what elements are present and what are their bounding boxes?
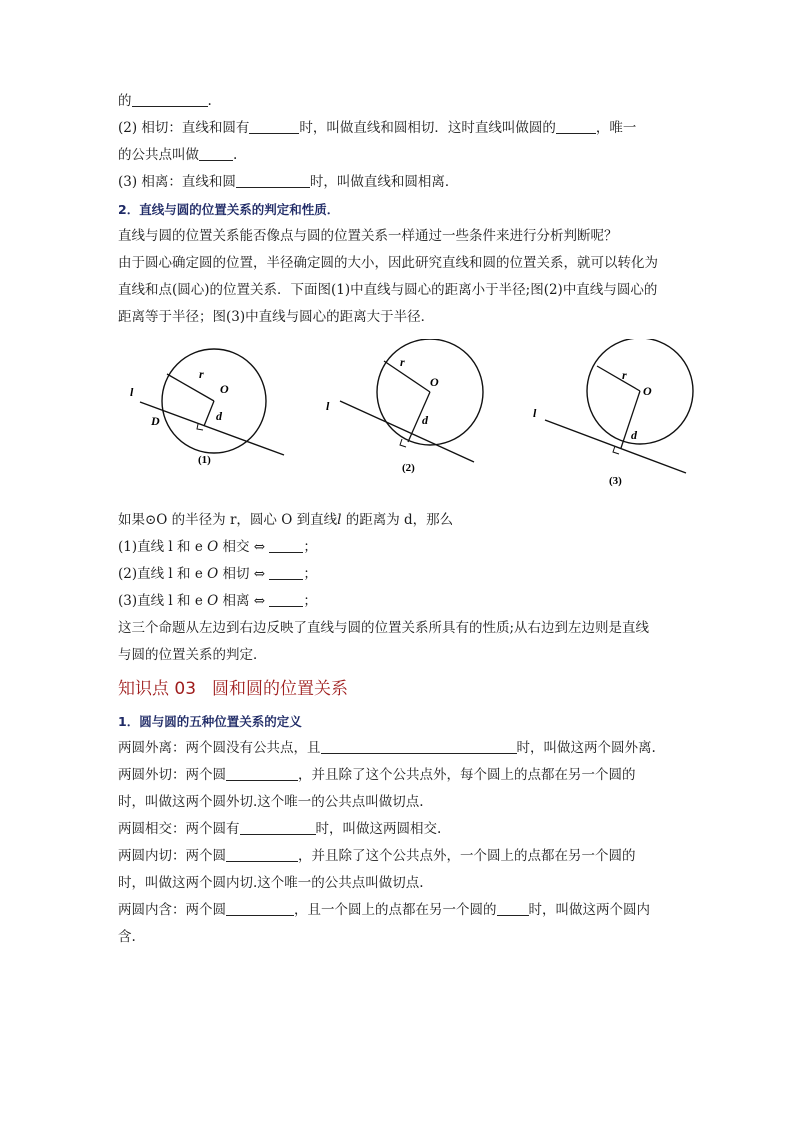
fill-blank[interactable]	[226, 846, 298, 862]
kp-title: 圆和圆的位置关系	[212, 679, 349, 699]
figure-caption: (2)	[402, 462, 415, 474]
fill-blank[interactable]	[226, 900, 294, 916]
figure-caption: (1)	[198, 454, 211, 466]
definition-line: 两圆外切：两个圆 ，并且除了这个公共点外，每个圆上的点都在另一个圆的	[118, 767, 636, 783]
fill-blank[interactable]	[269, 591, 303, 607]
label-d: d	[631, 428, 637, 442]
label-d: d	[422, 413, 428, 427]
figure-caption: (3)	[609, 475, 622, 487]
label-r: r	[400, 355, 405, 369]
paragraph-line: 直线和点(圆心)的位置关系．下面图(1)中直线与圆心的距离小于半径;图(2)中直线与圆心的	[118, 282, 658, 298]
fill-blank[interactable]	[556, 118, 596, 134]
label-o: O	[220, 382, 229, 396]
definition-line: 两圆内切：两个圆 ，并且除了这个公共点外，一个圆上的点都在另一个圆的	[118, 848, 636, 864]
fill-blank[interactable]	[321, 738, 517, 754]
paragraph-line: 距离等于半径；图(3)中直线与圆心的距离大于半径．	[118, 309, 435, 325]
fill-blank[interactable]	[236, 172, 310, 188]
figure-3-separate	[523, 339, 713, 507]
label-l: l	[130, 385, 134, 399]
figure-row	[118, 339, 680, 507]
fill-blank[interactable]	[199, 145, 233, 161]
knowledge-point-heading	[118, 674, 680, 704]
fill-blank[interactable]	[269, 537, 303, 553]
section-heading: 2．直线与圆的位置关系的判定和性质．	[118, 202, 340, 217]
fill-blank[interactable]	[249, 118, 299, 134]
label-o: O	[643, 384, 652, 398]
label-l: l	[533, 406, 537, 420]
relation-line: (3)直线 l 和 e O 相离 ⇔ ；	[118, 593, 317, 609]
paragraph-line: 这三个命题从左边到右边反映了直线与圆的位置关系所具有的性质;从右边到左边则是直线	[118, 620, 650, 636]
text-line: (2) 相切：直线和圆有 时，叫做直线和圆相切．这时直线叫做圆的 ，唯一	[118, 120, 637, 136]
section-heading: 1．圆与圆的五种位置关系的定义	[118, 714, 302, 729]
definition-line: 两圆内含：两个圆 ，且一个圆上的点都在另一个圆的 时，叫做这两个圆内	[118, 902, 650, 918]
text-line: 的公共点叫做 .	[118, 147, 238, 163]
fill-blank[interactable]	[240, 819, 316, 835]
text-line: (3) 相离：直线和圆 时，叫做直线和圆相离．	[118, 174, 459, 190]
label-o: O	[430, 375, 439, 389]
label-l: l	[326, 399, 330, 413]
fill-blank[interactable]	[132, 91, 208, 107]
document-page	[118, 88, 680, 951]
label-D: D	[151, 414, 160, 428]
label-r: r	[622, 368, 627, 382]
definition-line: 含.	[118, 929, 136, 945]
definition-line: 两圆相交：两个圆有 时，叫做这两圆相交.	[118, 821, 442, 837]
definition-line: 时，叫做这两个圆外切.这个唯一的公共点叫做切点.	[118, 794, 424, 810]
fill-blank[interactable]	[497, 900, 529, 916]
label-r: r	[199, 367, 204, 381]
label-d: d	[216, 409, 222, 423]
figure-2-tangent	[318, 339, 488, 507]
kp-label: 知识点 03	[118, 679, 197, 699]
figure-1-intersecting	[118, 339, 288, 507]
fill-blank[interactable]	[226, 765, 298, 781]
relation-line: (1)直线 l 和 e O 相交 ⇔ ；	[118, 539, 317, 555]
paragraph-line: 与圆的位置关系的判定．	[118, 647, 267, 663]
fill-blank[interactable]	[269, 564, 303, 580]
text-line: 的 .	[118, 93, 212, 109]
definition-line: 两圆外离：两个圆没有公共点，且 时，叫做这两个圆外离.	[118, 740, 656, 756]
paragraph-line: 直线与圆的位置关系能否像点与圆的位置关系一样通过一些条件来进行分析判断呢？	[118, 228, 618, 244]
definition-line: 时，叫做这两个圆内切.这个唯一的公共点叫做切点.	[118, 875, 424, 891]
paragraph-line: 由于圆心确定圆的位置，半径确定圆的大小，因此研究直线和圆的位置关系，就可以转化为	[118, 255, 658, 271]
condition-line: 如果⊙O 的半径为 r，圆心 O 到直线l 的距离为 d，那么	[118, 512, 454, 528]
relation-line: (2)直线 l 和 e O 相切 ⇔ ；	[118, 566, 317, 582]
